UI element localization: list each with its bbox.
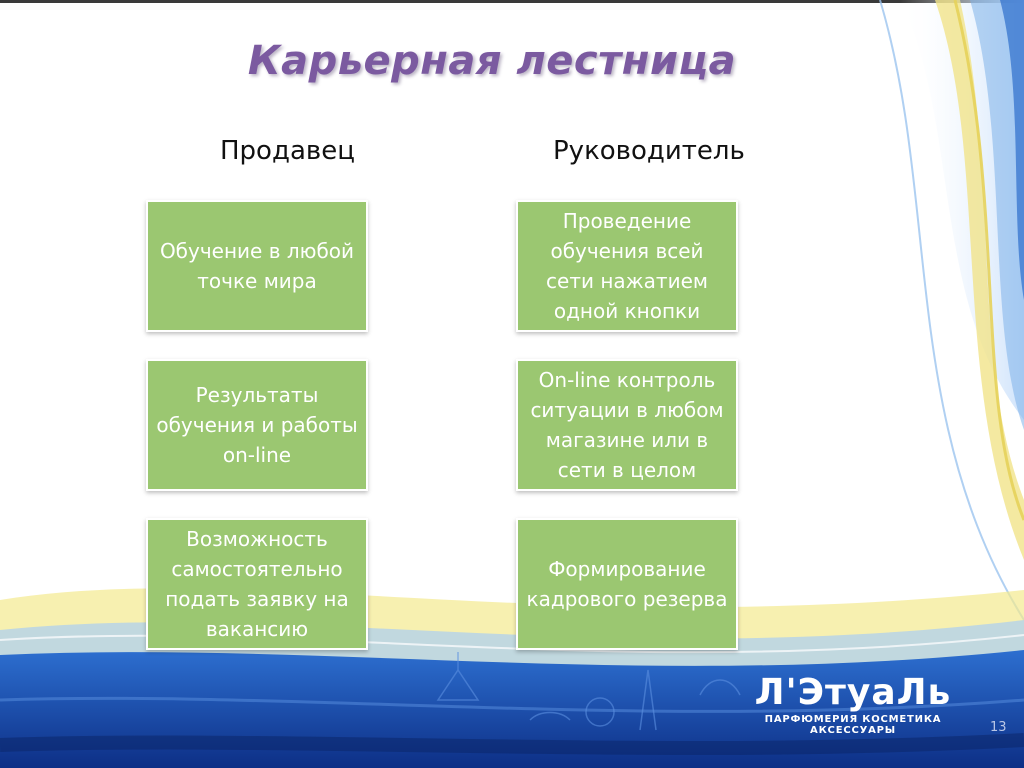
page-number: 13 bbox=[990, 720, 1007, 735]
letual-logo bbox=[728, 672, 978, 736]
manager-box-3-text: Формирование кадрового резерва bbox=[526, 557, 728, 611]
manager-box-1-text: Проведение обучения всей сети нажатием одной кнопки bbox=[546, 209, 708, 323]
slide-title: Карьерная лестница bbox=[247, 38, 737, 84]
logo-tagline: ПАРФЮМЕРИЯ КОСМЕТИКА АКСЕССУАРЫ bbox=[764, 714, 942, 736]
seller-box-2 bbox=[146, 359, 368, 491]
seller-box-3-text: Возможность самостоятельно подать заявку на вакансию bbox=[165, 527, 349, 641]
seller-box-2-text: Результаты обучения и работы on-line bbox=[156, 383, 358, 467]
manager-box-3 bbox=[516, 518, 738, 650]
seller-box-1-text: Обучение в любой точке мира bbox=[159, 239, 355, 293]
column-heading-seller: Продавец bbox=[220, 136, 355, 166]
logo-brand: Л'ЭтуаЛь bbox=[754, 672, 952, 713]
manager-box-2-text: On-line контроль ситуации в любом магазине или в сети в целом bbox=[530, 368, 724, 482]
manager-box-1 bbox=[516, 200, 738, 332]
manager-box-2 bbox=[516, 359, 738, 491]
column-heading-manager: Руководитель bbox=[553, 136, 745, 166]
seller-box-1 bbox=[146, 200, 368, 332]
seller-box-3 bbox=[146, 518, 368, 650]
